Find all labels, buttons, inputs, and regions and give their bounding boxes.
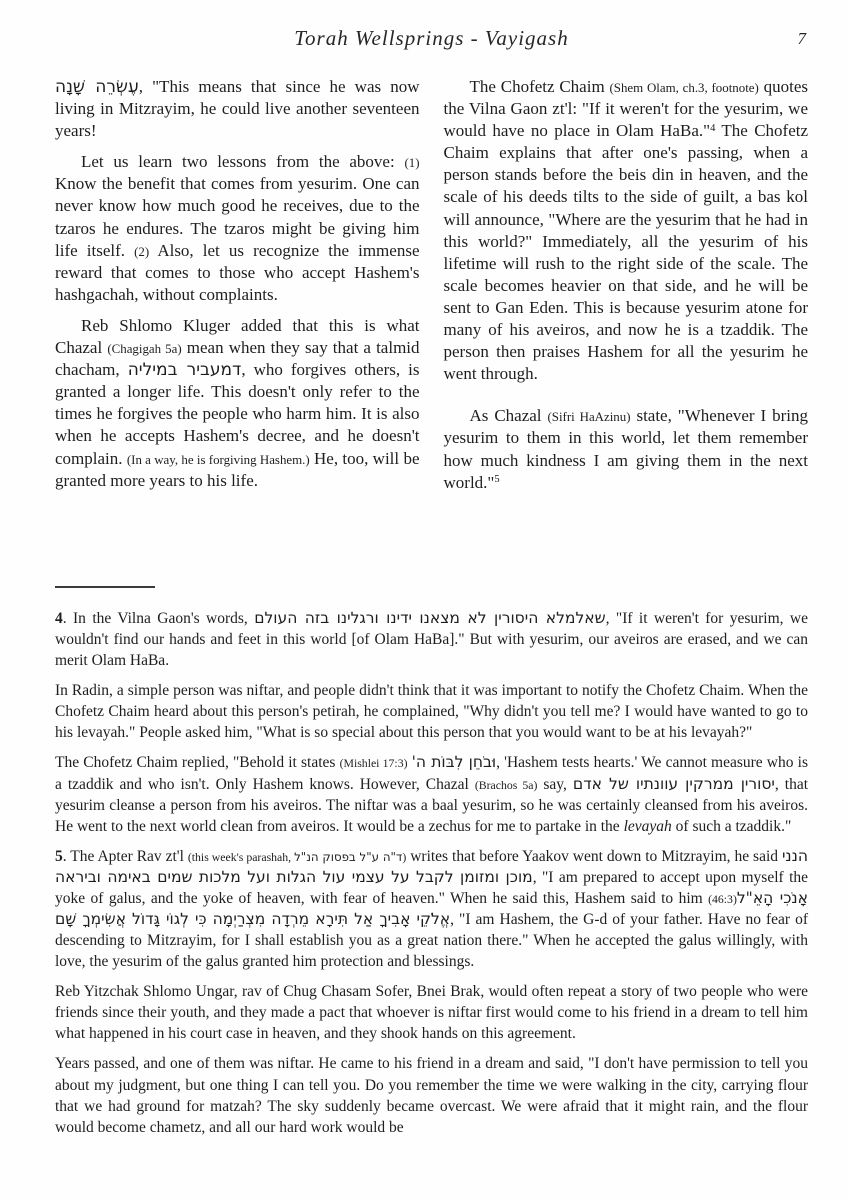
main-text-columns xyxy=(55,76,808,570)
paragraph: As Chazal (Sifri HaAzinu) state, "Whenever I bring yesurim to them in this world, let them remember how much kindness I am giving them in the next world."$^5$ xyxy=(443,406,808,492)
footnote-divider xyxy=(55,586,155,588)
paragraph: The Chofetz Chaim (Shem Olam, ch.3, footnote) quotes the Vilna Gaon zt'l: "If it weren't for the yesurim, we would have no place in Olam HaBa."$^4$ The Chofetz Chaim explains that after one's passing, when a person stands before the beis din in heaven, and the scale of his deeds tilts to the side of guilt, a bas kol will announce, "Where are the yesurim that he had in this world?" Immediately, all the yesurim of his lifetime will rush to the right side of the scale. The scale becomes heavier on that side, and he will be sent to Gan Eden. This is because yesurim atone for many of his aveiros, and now he is a tzaddik. The person then praises Hashem for all the yesurim he went through. xyxy=(443,77,809,384)
page-title: Torah Wellsprings - Vayigash xyxy=(294,26,569,50)
paragraph: Reb Shlomo Kluger added that this is what Chazal (Chagigah 5a) mean when they say that a talmid chacham, דמעביר במיליה, who forgives others, is granted a longer life. This doesn't only refer to the times he forgives the people who harm him. It is also when he accepts Hashem's decree, and he doesn't complain. (In a way, he is forgiving Hashem.) He, too, will be granted more years to his life. xyxy=(55,315,420,490)
footnotes-section xyxy=(55,608,808,1138)
footnote-paragraph: Years passed, and one of them was niftar. He came to his friend in a dream and said, "I don't have permission to tell you about my judgment, but one thing I can tell you. Do you remember the time we were walking in the city, carrying flour that we had ground for matzah? The sky suddenly became overcast. We were afraid that it might rain, and the flour would become chametz, and all our hard work would be xyxy=(55,1055,808,1136)
footnote-paragraph: The Chofetz Chaim replied, "Behold it states (Mishlei 17:3) וּבֹחֵן לִבּוֹת ה', 'Hashem tests hearts.' We cannot measure who is a tzaddik and who isn't. Only Hashem knows. However, Chazal (Brachos 5a) say, יסורין ממרקין עוונתיו של אדם, that yesurim cleanse a person from his aveiros. The niftar was a baal yesurim, so he was certainly cleansed from his aveiros. He went to the next world clean from aveiros. It would be a zechus for me to partake in the levayah of such a tzaddik." xyxy=(55,753,809,835)
page-number: 7 xyxy=(797,29,806,48)
paragraph: Let us learn two lessons from the above: (1) Know the benefit that comes from yesurim. One can never know how much good he receives, due to the tzaros he endures. The tzaros might be giving him life itself. (2) Also, let us recognize the immense reward that comes to those who accept Hashem's hashgachah, without complaints. xyxy=(55,152,420,304)
footnote-paragraph: In Radin, a simple person was niftar, and people didn't think that it was important to notify the Chofetz Chaim. When the Chofetz Chaim heard about this person's petirah, he complained, "Why didn't you tell me? I would have wanted to go to his levayah." People asked him, "What is so special about this person that you would want to be at his levayah?" xyxy=(55,682,808,742)
footnote-paragraph: 5. The Apter Rav zt'l (this week's parashah, ד"ה ע"ל בפסוק הנ"ל) writes that before Yaakov went down to Mitzrayim, he said הנני מוכן ומזומן לקבל על עצמי עול הגלות ועל מלכות שמים באימה וביראה, "I am prepared to accept upon myself the yoke of galus, and the yoke of heaven, with fear of heaven." When he said this, Hashem said to him (46:3)אָנֹכִי הָאֵ"ל אֱלֹקֵי אָבִיךָ אַל תִּירָא מֵרְדָה מִצְרַיְמָה כִּי לְגוֹי גָּדוֹל אֲשִׂימְךָ שָׁם, "I am Hashem, the G-d of your father. Have no fear of descending to Mitzrayim, for I shall establish you as a great nation there." When he accepted the galus willingly, with love, the yesurim of the galus granted him protection and blessings. xyxy=(55,846,809,971)
text-column-left xyxy=(55,76,420,492)
footnote-paragraph: 4. In the Vilna Gaon's words, שאלמלא היסורין לא מצאנו ידינו ורגלינו בזה העולם, "If it weren't for yesurim, we wouldn't find our hands and feet in this world [of Olam HaBa]." But with yesurim, our aveiros are erased, and we can merit Olam HaBa. xyxy=(55,609,808,670)
footnote-paragraph: Reb Yitzchak Shlomo Ungar, rav of Chug Chasam Sofer, Bnei Brak, would often repeat a story of two people who were friends since their youth, and they made a pact that whoever is niftar first would come to his friend in a dream to tell him what happened in his court case in heaven, and they shook hands on this agreement. xyxy=(55,983,808,1043)
paragraph: עֶשְׂרֵה שָׁנָה, "This means that since he was now living in Mitzrayim, he could live another seventeen years! xyxy=(55,77,420,141)
text-column-right xyxy=(444,76,809,494)
page-header xyxy=(55,26,808,60)
